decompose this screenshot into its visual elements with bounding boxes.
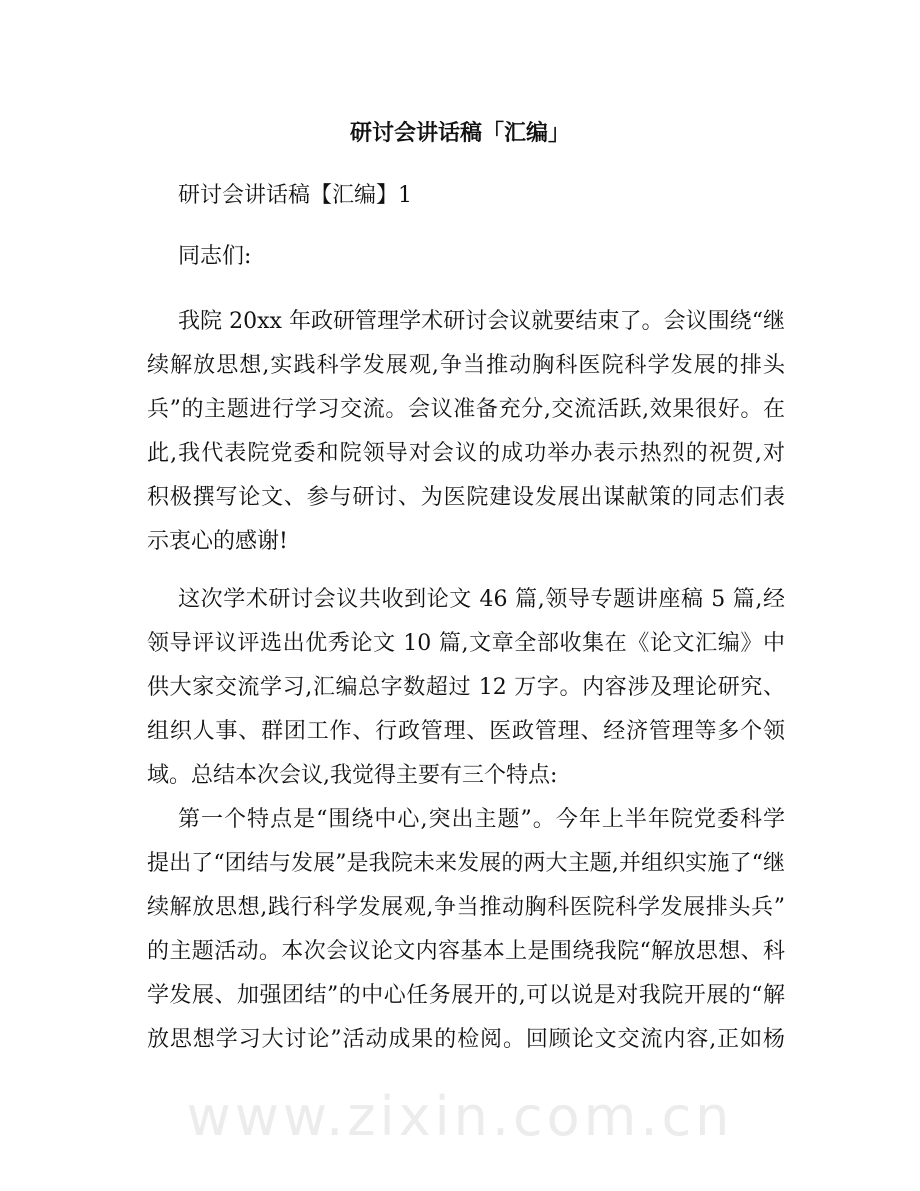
paragraph-line: 组织人事、群团工作、行政管理、医政管理、经济管理等多个领 [147, 719, 785, 744]
paragraph-line: 第一个特点是“围绕中心,突出主题”。今年上半年院党委科学 [178, 807, 785, 832]
paragraph-line: 提出了“团结与发展”是我院未来发展的两大主题,并组织实施了“继 [147, 851, 785, 876]
paragraph-line: 供大家交流学习,汇编总字数超过 12 万字。内容涉及理论研究、 [147, 675, 785, 700]
paragraph-line: 我院 20xx 年政研管理学术研讨会议就要结束了。会议围绕“继 [178, 309, 785, 334]
paragraph-line: 放思想学习大讨论”活动成果的检阅。回顾论文交流内容,正如杨 [147, 1027, 785, 1052]
paragraph-line: 续解放思想,践行科学发展观,争当推动胸科医院科学发展排头兵” [147, 895, 785, 920]
paragraph-line: 兵”的主题进行学习交流。会议准备充分,交流活跃,效果很好。在 [147, 397, 785, 422]
paragraph-line: 这次学术研讨会议共收到论文 46 篇,领导专题讲座稿 5 篇,经 [178, 587, 785, 612]
greeting: 同志们: [178, 244, 252, 269]
document-title: 研讨会讲话稿「汇编」 [349, 120, 570, 146]
paragraph-line: 学发展、加强团结”的中心任务展开的,可以说是对我院开展的“解 [147, 983, 785, 1008]
paragraph-line: 领导评议评选出优秀论文 10 篇,文章全部收集在《论文汇编》中 [147, 631, 785, 656]
paragraph-line: 积极撰写论文、参与研讨、为医院建设发展出谋献策的同志们表 [147, 485, 785, 510]
paragraph-line: 此,我代表院党委和院领导对会议的成功举办表示热烈的祝贺,对 [147, 441, 785, 466]
paragraph-line: 续解放思想,实践科学发展观,争当推动胸科医院科学发展的排头 [147, 353, 785, 378]
document-subtitle: 研讨会讲话稿【汇编】1 [178, 183, 412, 208]
watermark: www.zixin.com.cn [186, 1085, 734, 1148]
paragraph-line: 示衷心的感谢! [147, 529, 288, 554]
paragraph-line: 的主题活动。本次会议论文内容基本上是围绕我院“解放思想、科 [147, 939, 785, 964]
paragraph-line: 域。总结本次会议,我觉得主要有三个特点: [147, 763, 558, 788]
